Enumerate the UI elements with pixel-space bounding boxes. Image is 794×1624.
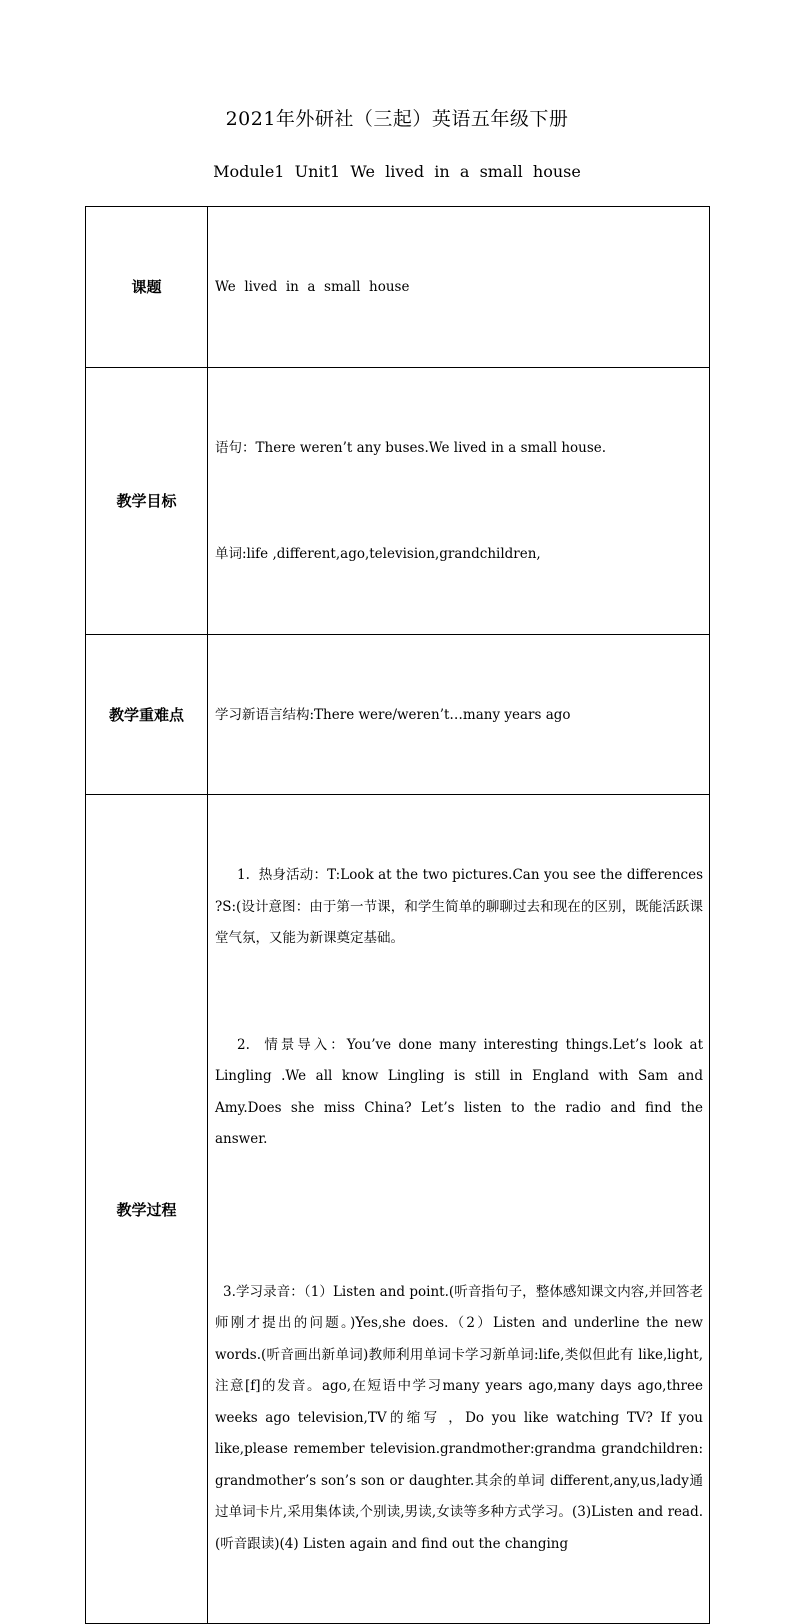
topic-text: We lived in a small house (215, 279, 410, 295)
lesson-plan-table (85, 206, 710, 1624)
table-row-objectives (86, 367, 710, 634)
content-topic (208, 207, 710, 368)
label-topic: 课题 (86, 207, 208, 368)
table-row-key-points (86, 634, 710, 795)
document-subtitle: Module1 Unit1 We lived in a small house (213, 162, 581, 181)
content-objectives (208, 367, 710, 634)
label-process: 教学过程 (86, 795, 208, 1624)
content-process (208, 795, 710, 1624)
key-points-text: 学习新语言结构:There were/weren’t…many years ago (215, 706, 571, 723)
objective-sentences: 语句：There weren’t any buses.We lived in a small house. (215, 439, 607, 456)
table-row-process (86, 795, 710, 1624)
document-title: 2021年外研社（三起）英语五年级下册 (225, 108, 569, 130)
process-step-lead-in: 2. 情景导入：You’ve done many interesting things.Let’s look at Lingling .We all know Lingling is still in England with Sam and Amy.Does she miss China? Let’s listen to the radio and find the answer. (215, 1036, 708, 1147)
process-step-warmup: 1. 热身活动：T:Look at the two pictures.Can you see the differences ?S:(设计意图：由于第一节课，和学生简单的聊聊过去和现在的区别，既能活跃课堂气氛，又能为新课奠定基础。 (215, 867, 708, 946)
label-key-points: 教学重难点 (86, 634, 208, 795)
objective-words: 单词:life ,different,ago,television,grandchildren, (215, 546, 541, 562)
content-key-points (208, 634, 710, 795)
table-row-topic (86, 207, 710, 368)
label-objectives: 教学目标 (86, 367, 208, 634)
process-step-recording: 3.学习录音：（1）Listen and point.(听音指句子，整体感知课文内容,并回答老师刚才提出的问题。)Yes,she does.（2）Listen and underline the new words.(听音画出新单词)教师利用单词卡学习新单词:life,类似但此有 like,light,注意[f]的发音。ago,在短语中学习many years ago,many days ago,three weeks ago television,TV的缩写 ，Do you like watching TV? If you like,please remember television.grandmother:grandma grandchildren: grandmother’s son’s son or daughter.其余的单词 different,any,us,lady通过单词卡片,采用集体读,个别读,男读,女读等多种方式学习。(3)Listen and read.(听音跟读)(4) Listen again and find out the changing (215, 1283, 708, 1552)
